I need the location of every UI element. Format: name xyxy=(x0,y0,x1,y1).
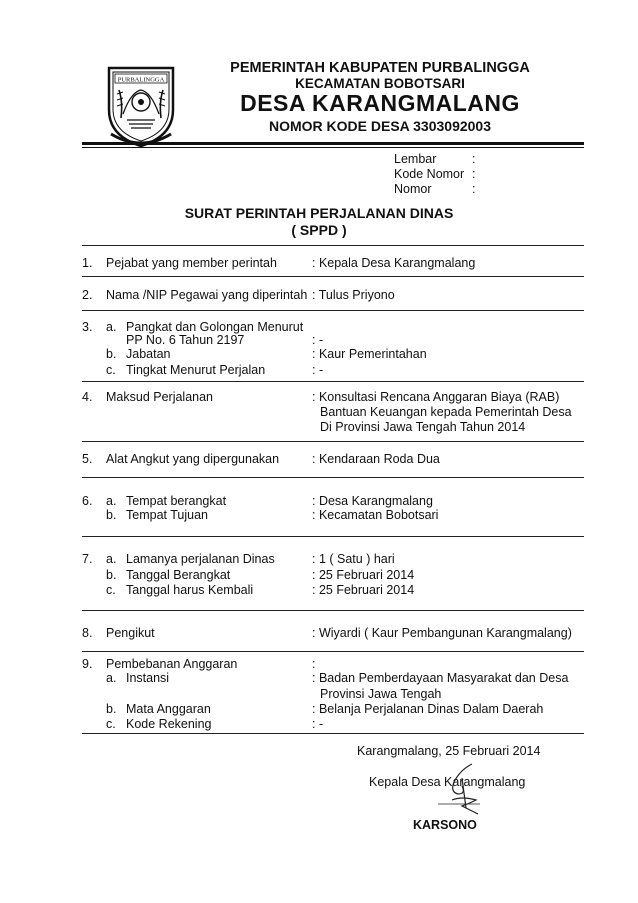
sub-label: Instansi xyxy=(126,671,170,685)
sub-label: Tanggal harus Kembali xyxy=(126,583,254,597)
sub-value: : Badan Pemberdayaan Masyarakat dan Desa xyxy=(312,671,569,685)
handwritten-signature xyxy=(432,760,492,822)
item-value: Bantuan Keuangan kepada Pemerintah Desa xyxy=(320,405,572,419)
divider xyxy=(82,276,584,277)
sub-value: : 25 Februari 2014 xyxy=(312,583,415,597)
item-value: : Kendaraan Roda Dua xyxy=(312,452,440,466)
sub-label: Kode Rekening xyxy=(126,717,212,731)
sub-label: PP No. 6 Tahun 2197 xyxy=(126,333,245,347)
divider xyxy=(82,651,584,652)
regency-emblem-logo xyxy=(101,62,181,148)
meta-row-kode-nomor xyxy=(394,167,475,182)
sub-value: : 1 ( Satu ) hari xyxy=(312,552,395,566)
meta-separator: : xyxy=(472,167,476,181)
sub-value: Provinsi Jawa Tengah xyxy=(320,687,442,701)
letterhead-divider-thin xyxy=(82,147,584,148)
sub-label: Tingkat Menurut Perjalan xyxy=(126,363,266,377)
sub-value: : Belanja Perjalanan Dinas Dalam Daerah xyxy=(312,702,544,716)
sub-label: Jabatan xyxy=(126,347,171,361)
item-number: 6. xyxy=(82,494,93,508)
divider xyxy=(82,245,584,246)
village-name: DESA KARANGMALANG xyxy=(240,90,520,116)
item-label: Pembebanan Anggaran xyxy=(106,657,238,671)
sub-letter: b. xyxy=(106,508,117,522)
item-number: 9. xyxy=(82,657,93,671)
sub-letter: a. xyxy=(106,671,117,685)
sub-value: : Kecamatan Bobotsari xyxy=(312,508,439,522)
sub-letter: b. xyxy=(106,347,117,361)
meta-label: Kode Nomor xyxy=(394,167,465,181)
sub-letter: b. xyxy=(106,568,117,582)
divider xyxy=(82,733,584,734)
divider xyxy=(82,477,584,478)
meta-separator: : xyxy=(472,182,476,196)
sub-letter: c. xyxy=(106,717,116,731)
place-date: Karangmalang, 25 Februari 2014 xyxy=(357,744,541,758)
document-meta xyxy=(394,152,475,197)
document-title: SURAT PERINTAH PERJALANAN DINAS xyxy=(184,205,454,221)
sub-letter: b. xyxy=(106,702,117,716)
divider xyxy=(82,381,584,382)
sub-letter: a. xyxy=(106,320,117,334)
sub-label: Tempat berangkat xyxy=(126,494,227,508)
item-number: 1. xyxy=(82,256,93,270)
signatory-position: Kepala Desa Karangmalang xyxy=(369,775,526,789)
sub-label: Lamanya perjalanan Dinas xyxy=(126,552,275,566)
meta-label: Nomor xyxy=(394,182,432,196)
document-subtitle: ( SPPD ) xyxy=(291,222,347,238)
item-number: 2. xyxy=(82,288,93,302)
item-label: Pengikut xyxy=(106,626,155,640)
sub-value: : - xyxy=(312,363,324,377)
item-number: 4. xyxy=(82,390,93,404)
item-value: : Kepala Desa Karangmalang xyxy=(312,256,476,270)
sub-value: : Desa Karangmalang xyxy=(312,494,433,508)
item-value: : Wiyardi ( Kaur Pembangunan Karangmalang) xyxy=(312,626,572,640)
sub-value: : - xyxy=(312,333,324,347)
item-number: 8. xyxy=(82,626,93,640)
item-number: 5. xyxy=(82,452,93,466)
meta-label: Lembar xyxy=(394,152,437,166)
sub-value: : 25 Februari 2014 xyxy=(312,568,415,582)
district-name: KECAMATAN BOBOTSARI xyxy=(295,76,465,91)
village-code: NOMOR KODE DESA 3303092003 xyxy=(268,118,492,134)
signatory-name: KARSONO xyxy=(413,818,477,832)
divider xyxy=(82,441,584,442)
sub-label: Mata Anggaran xyxy=(126,702,211,716)
sub-value: : - xyxy=(312,717,324,731)
meta-row-nomor xyxy=(394,182,475,197)
divider xyxy=(82,610,584,611)
sub-label: Tanggal Berangkat xyxy=(126,568,231,582)
divider xyxy=(82,310,584,311)
item-label: Maksud Perjalanan xyxy=(106,390,214,404)
item-value: : Konsultasi Rencana Anggaran Biaya (RAB) xyxy=(312,390,560,404)
sub-letter: a. xyxy=(106,494,117,508)
item-label: Pejabat yang member perintah xyxy=(106,256,277,270)
item-number: 7. xyxy=(82,552,93,566)
item-label: Alat Angkut yang dipergunakan xyxy=(106,452,280,466)
letterhead-divider-thick xyxy=(82,142,584,145)
sub-value: : Kaur Pemerintahan xyxy=(312,347,427,361)
item-label: Nama /NIP Pegawai yang diperintah xyxy=(106,288,308,302)
government-name: PEMERINTAH KABUPATEN PURBALINGGA xyxy=(230,60,530,76)
item-value: : Tulus Priyono xyxy=(312,288,395,302)
divider xyxy=(82,536,584,537)
item-number: 3. xyxy=(82,320,93,334)
meta-separator: : xyxy=(472,152,476,166)
meta-row-lembar xyxy=(394,152,475,167)
sub-label: Pangkat dan Golongan Menurut xyxy=(126,320,304,334)
svg-text:PURBALINGGA: PURBALINGGA xyxy=(117,76,165,84)
sub-letter: a. xyxy=(106,552,117,566)
sub-label: Tempat Tujuan xyxy=(126,508,208,522)
item-value: Di Provinsi Jawa Tengah Tahun 2014 xyxy=(320,420,526,434)
item-value: : xyxy=(312,657,316,671)
sub-letter: c. xyxy=(106,363,116,377)
sub-letter: c. xyxy=(106,583,116,597)
